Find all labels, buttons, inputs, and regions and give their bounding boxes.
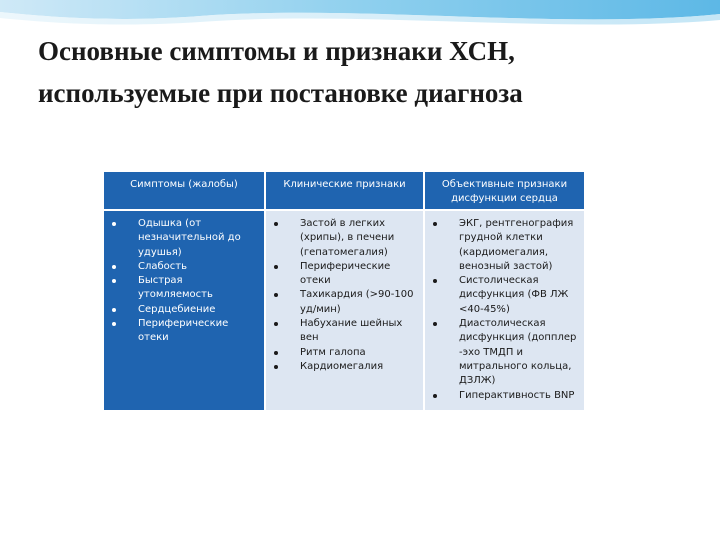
objective-signs-list: [425, 217, 584, 403]
header-symptoms: [104, 172, 264, 209]
clinical-signs-list: [266, 217, 423, 374]
list-item: Систолическая дисфункция (ФВ ЛЖ <40-45%): [425, 274, 584, 317]
header-clinical-signs: [266, 172, 423, 209]
list-item: ЭКГ, рентгенография грудной клетки (кардиомегалия, венозный застой): [425, 217, 584, 274]
symptoms-table: [104, 172, 584, 410]
title-line-1: Основные симптомы и признаки ХСН,: [38, 36, 515, 66]
list-item: Сердцебиение: [104, 303, 264, 317]
list-item: Тахикардия (>90-100 уд/мин): [266, 288, 423, 317]
header-symptoms-label: Симптомы (жалобы): [130, 179, 238, 190]
header-objective-label: Объективные признаки дисфункции сердца: [441, 179, 568, 205]
slide-title: [38, 30, 698, 114]
header-clinical-label: Клинические признаки: [283, 179, 406, 190]
list-item: Набухание шейных вен: [266, 317, 423, 346]
list-item: Застой в легких (хрипы), в печени (гепатомегалия): [266, 217, 423, 260]
title-line-2: используемые при постановке диагноза: [38, 78, 523, 108]
list-item: Диастолическая дисфункция (допплер -эхо ТМДП и митрального кольца, ДЗЛЖ): [425, 317, 584, 388]
column-clinical-signs: [266, 211, 423, 410]
list-item: Периферические отеки: [266, 260, 423, 289]
list-item: Периферические отеки: [104, 317, 264, 346]
list-item: Слабость: [104, 260, 264, 274]
list-item: Быстрая утомляемость: [104, 274, 264, 303]
list-item: Одышка (от незначительной до удушья): [104, 217, 264, 260]
list-item: Ритм галопа: [266, 346, 423, 360]
list-item: Кардиомегалия: [266, 360, 423, 374]
list-item: Гиперактивность BNP: [425, 389, 584, 403]
column-objective-signs: [425, 211, 584, 410]
column-symptoms: [104, 211, 264, 410]
header-objective-signs: [425, 172, 584, 209]
symptoms-list: [104, 217, 264, 346]
